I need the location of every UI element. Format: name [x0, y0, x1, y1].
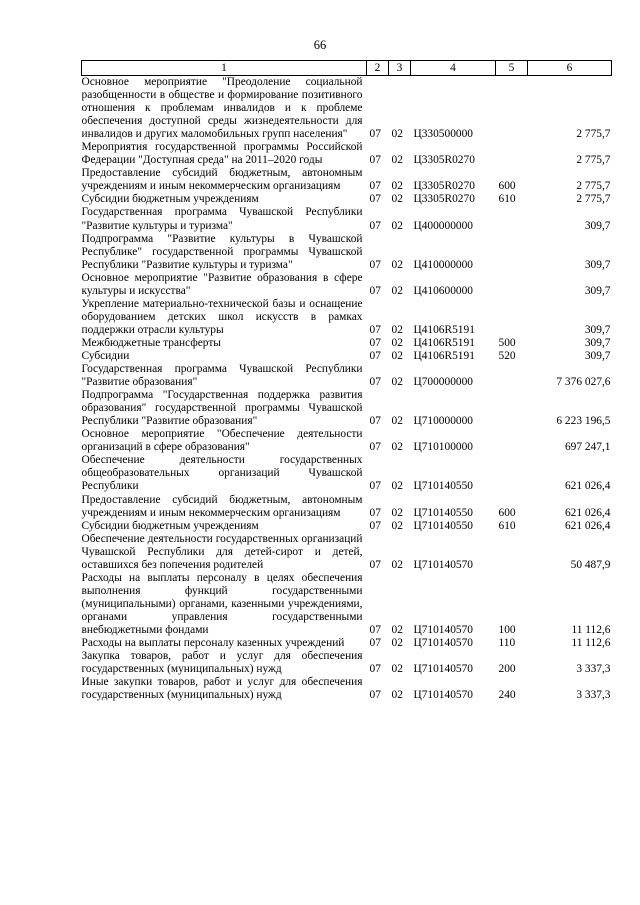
table-row — [82, 676, 612, 702]
table-row — [82, 337, 612, 350]
row-expense-type — [496, 363, 528, 389]
row-subsection: 02 — [391, 441, 403, 454]
table-row — [82, 637, 612, 650]
row-section: 07 — [369, 193, 381, 206]
row-section: 07 — [369, 637, 381, 650]
row-subsection: 02 — [391, 637, 403, 650]
row-target-article: Ц710140550 — [413, 480, 473, 493]
row-section: 07 — [369, 154, 381, 167]
row-subsection: 02 — [391, 219, 403, 232]
row-target-article: Ц710140570 — [413, 623, 473, 636]
row-expense-type: 610 — [498, 519, 516, 532]
row-amount: 6 223 196,5 — [556, 415, 611, 428]
row-target-article: Ц710140570 — [413, 558, 473, 571]
column-header-subsection: 3 — [389, 61, 411, 76]
table-row — [82, 206, 612, 232]
row-amount: 2 775,7 — [576, 154, 611, 167]
table-row — [82, 141, 612, 167]
row-amount: 2 775,7 — [576, 193, 611, 206]
row-amount: 2 775,7 — [576, 180, 611, 193]
table-row — [82, 520, 612, 533]
table-row — [82, 363, 612, 389]
row-expense-type — [496, 454, 528, 493]
table-row — [82, 494, 612, 520]
row-amount: 309,7 — [584, 349, 611, 362]
row-target-article: Ц4106R5191 — [413, 336, 475, 349]
row-subsection: 02 — [391, 284, 403, 297]
table-row — [82, 428, 612, 454]
row-expense-type: 600 — [498, 506, 516, 519]
row-target-article: Ц410000000 — [413, 258, 473, 271]
row-subsection: 02 — [391, 623, 403, 636]
row-name: Расходы на выплаты персоналу в целях обеспечения выполнения функций государственными (муниципальными) органами, казенными учреждениями, органами управления государственными внебюджетными фондами — [81, 571, 363, 636]
column-header-expense-type: 5 — [496, 61, 528, 76]
row-expense-type — [496, 389, 528, 428]
row-section: 07 — [369, 376, 381, 389]
table-row — [82, 167, 612, 193]
row-target-article: Ц330500000 — [413, 128, 473, 141]
row-amount: 621 026,4 — [564, 506, 611, 519]
row-target-article: Ц710100000 — [413, 441, 473, 454]
row-name: Закупка товаров, работ и услуг для обеспечения государственных (муниципальных) нужд — [81, 650, 363, 676]
row-subsection: 02 — [391, 336, 403, 349]
row-expense-type: 200 — [498, 663, 516, 676]
row-expense-type — [496, 141, 528, 167]
column-header-amount: 6 — [528, 61, 612, 76]
row-amount: 309,7 — [584, 219, 611, 232]
row-expense-type: 600 — [498, 180, 516, 193]
row-name: Обеспечение деятельности государственных организаций Чувашской Республики для детей-сирот и детей, оставшихся без попечения родителей — [81, 532, 363, 571]
row-subsection: 02 — [391, 154, 403, 167]
table-row — [82, 272, 612, 298]
row-subsection: 02 — [391, 376, 403, 389]
row-name: Основное мероприятие "Развитие образования в сфере культуры и искусства" — [81, 271, 363, 297]
row-subsection: 02 — [391, 689, 403, 702]
row-expense-type — [496, 298, 528, 337]
row-section: 07 — [369, 284, 381, 297]
row-target-article: Ц710140550 — [413, 506, 473, 519]
row-amount: 2 775,7 — [576, 128, 611, 141]
row-section: 07 — [369, 441, 381, 454]
row-target-article: Ц4106R5191 — [413, 349, 475, 362]
row-name: Подпрограмма "Государственная поддержка развития образования" государственной программы Чувашской Республики "Развитие образования" — [81, 389, 363, 428]
row-expense-type: 110 — [498, 637, 516, 650]
row-section: 07 — [369, 689, 381, 702]
row-name: Расходы на выплаты персоналу казенных учреждений — [81, 637, 345, 650]
row-section: 07 — [369, 415, 381, 428]
row-amount: 309,7 — [584, 258, 611, 271]
row-section: 07 — [369, 180, 381, 193]
row-name: Субсидии бюджетным учреждениям — [81, 519, 259, 532]
row-expense-type: 610 — [498, 193, 516, 206]
row-amount: 309,7 — [584, 323, 611, 336]
row-amount: 3 337,3 — [576, 663, 611, 676]
row-section: 07 — [369, 323, 381, 336]
column-header-target-article: 4 — [411, 61, 496, 76]
row-section: 07 — [369, 258, 381, 271]
row-subsection: 02 — [391, 193, 403, 206]
row-subsection: 02 — [391, 323, 403, 336]
row-expense-type — [496, 533, 528, 572]
row-target-article: Ц700000000 — [413, 376, 473, 389]
row-name: Иные закупки товаров, работ и услуг для обеспечения государственных (муниципальных) нужд — [81, 676, 363, 702]
row-target-article: Ц710140550 — [413, 519, 473, 532]
row-expense-type: 100 — [498, 623, 516, 636]
row-section: 07 — [369, 558, 381, 571]
row-section: 07 — [369, 336, 381, 349]
row-subsection: 02 — [391, 480, 403, 493]
row-subsection: 02 — [391, 506, 403, 519]
row-expense-type — [496, 206, 528, 232]
row-section: 07 — [369, 623, 381, 636]
row-target-article: Ц3305R0270 — [413, 154, 475, 167]
budget-table — [81, 60, 612, 702]
row-name: Субсидии — [81, 349, 130, 362]
row-name: Межбюджетные трансферты — [81, 336, 221, 349]
row-section: 07 — [369, 349, 381, 362]
row-expense-type: 520 — [498, 349, 516, 362]
row-name: Укрепление материально-технической базы и оснащение оборудованием детских школ искусств в рамках поддержки отрасли культуры — [81, 297, 363, 336]
row-target-article: Ц710140570 — [413, 663, 473, 676]
row-subsection: 02 — [391, 663, 403, 676]
row-name: Основное мероприятие "Преодоление социальной разобщенности в обществе и формирование позитивного отношения к проблемам инвалидов и к проблеме обеспечения доступной среды жизнедеятельности для инвалидов и других маломобильных групп населения" — [81, 76, 363, 141]
row-name: Предоставление субсидий бюджетным, автономным учреждениям и иным некоммерческим организациям — [81, 493, 363, 519]
row-name: Государственная программа Чувашской Республики "Развитие культуры и туризма" — [81, 206, 363, 232]
table-row — [82, 650, 612, 676]
row-name: Мероприятия государственной программы Российской Федерации "Доступная среда" на 2011–2020 годы — [81, 141, 363, 167]
row-name: Основное мероприятие "Обеспечение деятельности организаций в сфере образования" — [81, 428, 363, 454]
column-header-section: 2 — [367, 61, 389, 76]
row-amount: 309,7 — [584, 336, 611, 349]
table-row — [82, 350, 612, 363]
row-section: 07 — [369, 128, 381, 141]
table-row — [82, 454, 612, 493]
page-number: 66 — [313, 38, 327, 52]
row-name: Государственная программа Чувашской Республики "Развитие образования" — [81, 363, 363, 389]
row-subsection: 02 — [391, 415, 403, 428]
table-row — [82, 233, 612, 272]
row-target-article: Ц710000000 — [413, 415, 473, 428]
table-row — [82, 298, 612, 337]
row-expense-type: 500 — [498, 336, 516, 349]
column-header-name: 1 — [82, 61, 367, 76]
row-subsection: 02 — [391, 519, 403, 532]
table-row — [82, 533, 612, 572]
row-target-article: Ц710140570 — [413, 637, 473, 650]
row-expense-type: 240 — [498, 689, 516, 702]
row-expense-type — [496, 428, 528, 454]
row-target-article: Ц4106R5191 — [413, 323, 475, 336]
row-amount: 697 247,1 — [564, 441, 611, 454]
row-amount: 3 337,3 — [576, 689, 611, 702]
row-section: 07 — [369, 219, 381, 232]
row-name: Подпрограмма "Развитие культуры в Чувашской Республике" государственной программы Чувашской Республики "Развитие культуры и туризма" — [81, 232, 363, 271]
row-subsection: 02 — [391, 258, 403, 271]
row-target-article: Ц410600000 — [413, 284, 473, 297]
row-name: Обеспечение деятельности государственных общеобразовательных организаций Чувашской Республики — [81, 454, 363, 493]
row-amount: 11 112,6 — [571, 637, 611, 650]
row-expense-type — [496, 272, 528, 298]
row-amount: 7 376 027,6 — [556, 376, 611, 389]
row-name: Предоставление субсидий бюджетным, автономным учреждениям и иным некоммерческим организациям — [81, 167, 363, 193]
table-row — [82, 572, 612, 637]
row-amount: 621 026,4 — [564, 519, 611, 532]
row-subsection: 02 — [391, 558, 403, 571]
row-expense-type — [496, 76, 528, 142]
row-subsection: 02 — [391, 180, 403, 193]
row-amount: 621 026,4 — [564, 480, 611, 493]
row-section: 07 — [369, 506, 381, 519]
row-expense-type — [496, 233, 528, 272]
row-target-article: Ц710140570 — [413, 689, 473, 702]
row-subsection: 02 — [391, 128, 403, 141]
row-section: 07 — [369, 519, 381, 532]
row-amount: 50 487,9 — [570, 558, 611, 571]
row-target-article: Ц3305R0270 — [413, 193, 475, 206]
table-row — [82, 193, 612, 206]
table-header-row — [82, 61, 612, 76]
row-target-article: Ц3305R0270 — [413, 180, 475, 193]
table-row — [82, 389, 612, 428]
row-amount: 309,7 — [584, 284, 611, 297]
row-subsection: 02 — [391, 349, 403, 362]
row-section: 07 — [369, 663, 381, 676]
row-section: 07 — [369, 480, 381, 493]
row-amount: 11 112,6 — [571, 623, 611, 636]
row-target-article: Ц400000000 — [413, 219, 473, 232]
table-row — [82, 76, 612, 142]
row-name: Субсидии бюджетным учреждениям — [81, 193, 259, 206]
